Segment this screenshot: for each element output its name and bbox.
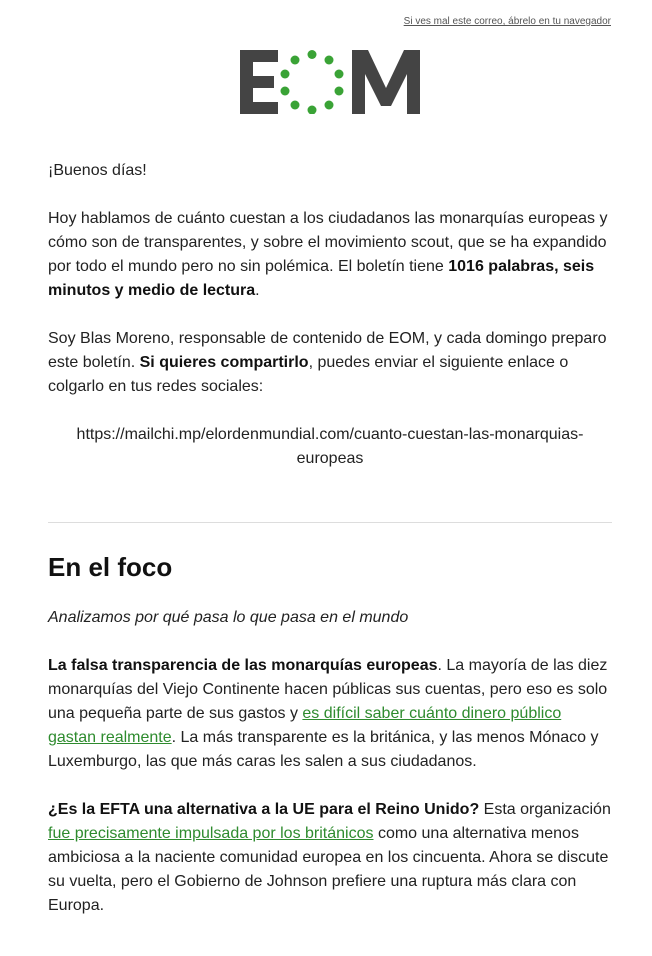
section-divider bbox=[48, 522, 612, 523]
share-url: https://mailchi.mp/elordenmundial.com/cuanto-cuestan-las-monarquias-europeas bbox=[76, 426, 584, 467]
intro-paragraph-1 bbox=[48, 207, 612, 303]
news-item bbox=[48, 798, 612, 918]
logo-letter-e bbox=[240, 50, 278, 114]
news-item-link[interactable]: fue precisamente impulsada por los británicos bbox=[48, 825, 374, 842]
news-item-text-after: como una alternativa menos ambiciosa a la naciente comunidad europea en los cincuenta. Ahora se discute su vuelta, pero el Gobierno de Johnson prefiere una ruptura más clara con Europa. bbox=[48, 825, 609, 914]
section-title: En el foco bbox=[48, 552, 173, 582]
intro-p2-end: , puedes enviar el siguiente enlace o colgarlo en tus redes sociales: bbox=[48, 354, 569, 395]
news-item-link[interactable]: es difícil saber cuánto dinero público gastan realmente bbox=[48, 705, 562, 746]
news-item-text: Esta organización bbox=[479, 801, 611, 818]
news-item bbox=[48, 654, 612, 774]
news-item-text-after: . La más transparente es la británica, y las menos Mónaco y Luxemburgo, las que más caras les salen a sus ciudadanos. bbox=[48, 729, 599, 770]
greeting: ¡Buenos días! bbox=[48, 162, 147, 179]
view-in-browser-link[interactable]: Si ves mal este correo, ábrelo en tu navegador bbox=[403, 16, 611, 27]
intro-p1-end: . bbox=[255, 282, 260, 299]
share-cta: Si quieres compartirlo bbox=[139, 354, 309, 371]
reading-time: 1016 palabras, seis minutos y medio de lectura bbox=[48, 258, 595, 299]
section-subtitle: Analizamos por qué pasa lo que pasa en el mundo bbox=[48, 609, 409, 626]
intro-p1-text: Hoy hablamos de cuánto cuestan a los ciudadanos las monarquías europeas y cómo son de transparentes, y sobre el movimiento scout, que se ha expandido por todo el mundo pero no sin polémica. El boletín tiene bbox=[48, 210, 608, 275]
news-item-headline: La falsa transparencia de las monarquías europeas bbox=[48, 657, 438, 674]
news-item-text: . La mayoría de las diez monarquías del Viejo Continente hacen públicas sus cuentas, pero eso es solo una pequeña parte de sus gastos y bbox=[48, 657, 608, 722]
logo-dots-circle bbox=[281, 50, 344, 114]
news-item-headline: ¿Es la EFTA una alternativa a la UE para el Reino Unido? bbox=[48, 801, 480, 818]
intro-paragraph-2 bbox=[48, 327, 612, 399]
logo-letter-m bbox=[352, 50, 420, 114]
intro-p2-text: Soy Blas Moreno, responsable de contenido de EOM, y cada domingo preparo este boletín. bbox=[48, 330, 607, 371]
eom-logo[interactable] bbox=[240, 50, 420, 114]
